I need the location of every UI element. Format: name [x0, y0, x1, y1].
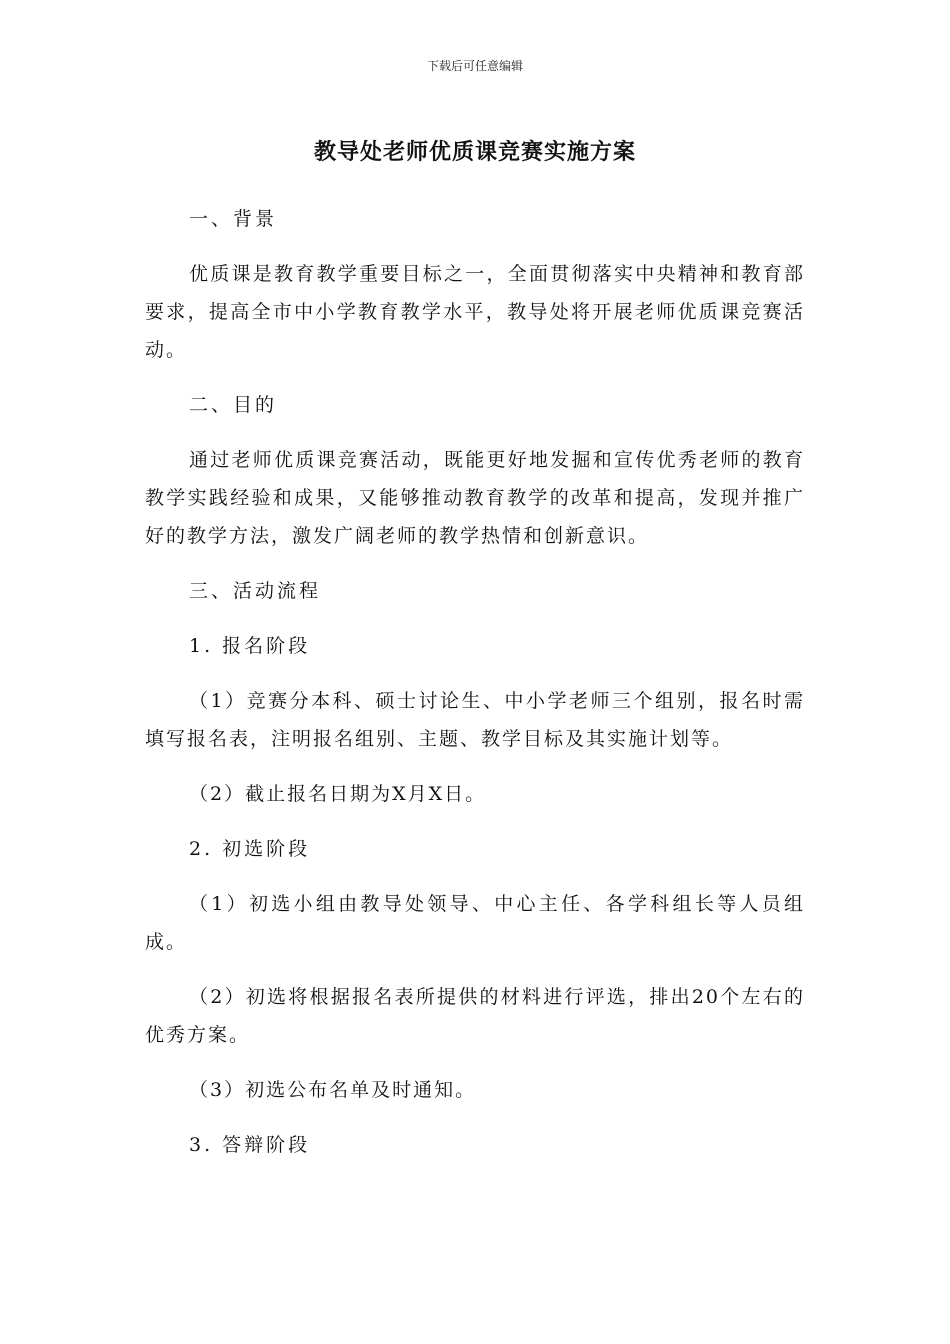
section-heading-purpose: 二、目的 — [189, 394, 278, 416]
step-heading-preliminary: 2. 初选阶段 — [189, 838, 311, 860]
step-item-preliminary-2: （2）初选将根据报名表所提供的材料进行评选，排出20个左右的优秀方案。 — [145, 986, 805, 1046]
step-item-preliminary-3: （3）初选公布名单及时通知。 — [189, 1079, 477, 1101]
step-item-preliminary-1: （1）初选小组由教导处领导、中心主任、各学科组长等人员组成。 — [145, 893, 805, 953]
document-body — [145, 200, 805, 1164]
page-header-note: 下载后可任意编辑 — [426, 59, 523, 73]
section-heading-background: 一、背景 — [189, 208, 278, 230]
step-heading-registration: 1. 报名阶段 — [189, 635, 311, 657]
step-item-registration-1: （1）竞赛分本科、硕士讨论生、中小学老师三个组别，报名时需填写报名表，注明报名组别、主题、教学目标及其实施计划等。 — [145, 690, 805, 750]
section-heading-process: 三、活动流程 — [189, 580, 322, 602]
step-item-registration-2: （2）截止报名日期为X月X日。 — [189, 783, 487, 805]
step-heading-defense: 3. 答辩阶段 — [189, 1134, 311, 1156]
document-title: 教导处老师优质课竞赛实施方案 — [313, 140, 636, 165]
section-body-purpose: 通过老师优质课竞赛活动，既能更好地发掘和宣传优秀老师的教育教学实践经验和成果，又能够推动教育教学的改革和提高，发现并推广好的教学方法，激发广阔老师的教学热情和创新意识。 — [145, 449, 805, 547]
section-body-background: 优质课是教育教学重要目标之一，全面贯彻落实中央精神和教育部要求，提高全市中小学教育教学水平，教导处将开展老师优质课竞赛活动。 — [145, 263, 805, 361]
